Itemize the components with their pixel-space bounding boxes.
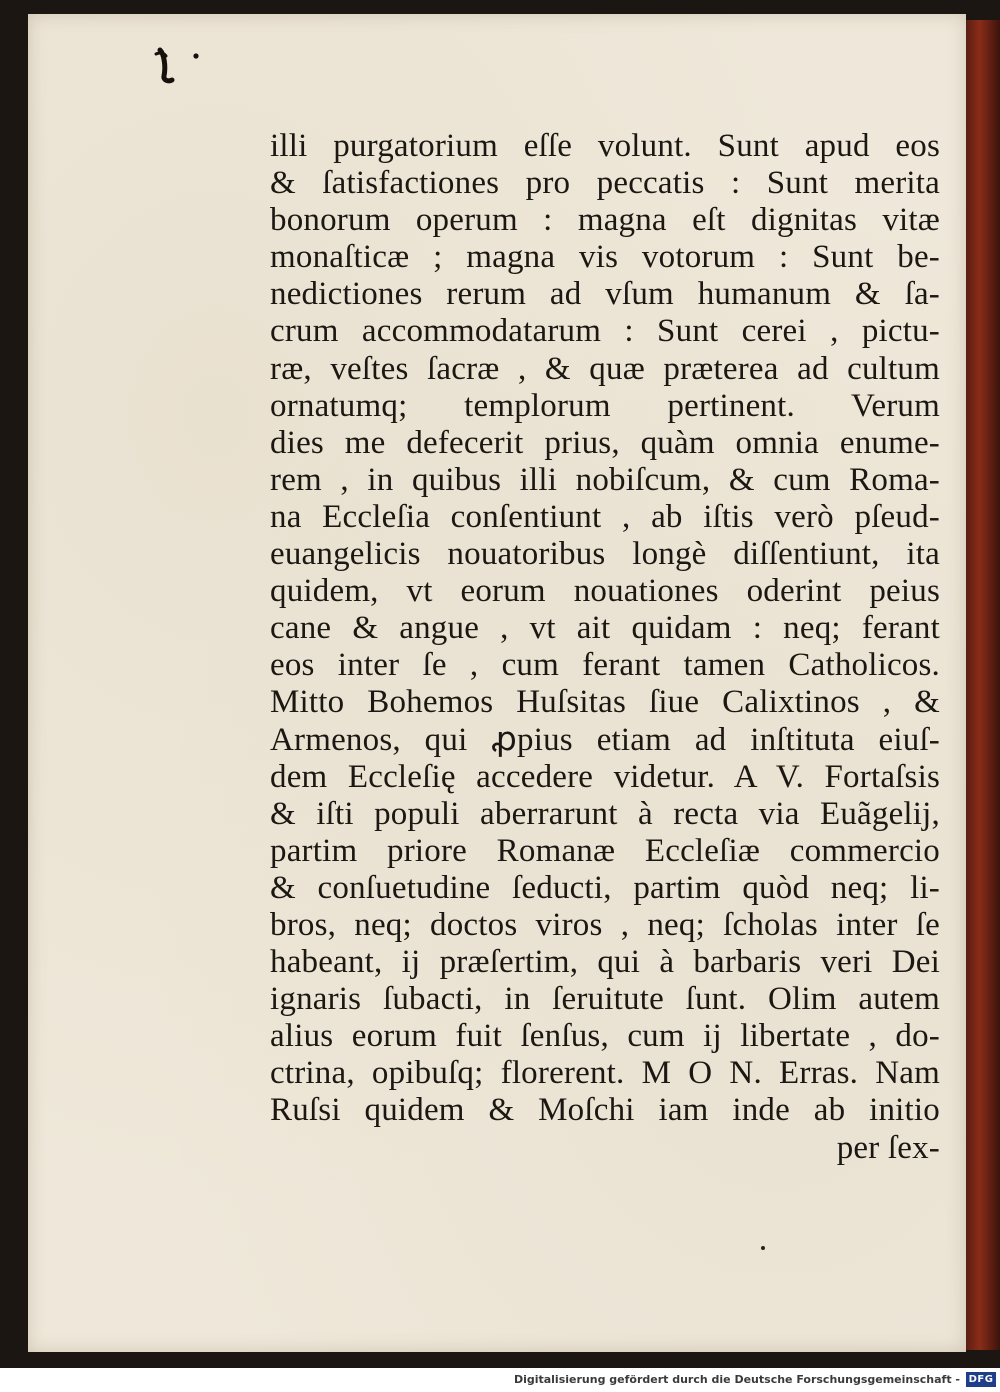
text-line: na Eccleſia conſentiunt , ab iſtis verò pſeud- [270,498,940,535]
catchword: per ſex- [836,1129,940,1166]
latin-text-block [270,128,940,1167]
text-line: cane & angue , vt ait quidam : neq; ferant [270,610,940,647]
dfg-logo[interactable]: DFG [966,1372,996,1387]
text-line: crum accommodatarum : Sunt cerei , pictu- [270,313,940,350]
text-line: dies me defecerit prius, quàm omnia enume- [270,424,940,461]
manuscript-numeral-mark [146,44,206,90]
text-line: monaſticæ ; magna vis votorum : Sunt be- [270,239,940,276]
text-line: euangelicis nouatoribus longè diſſentiunt, ita [270,536,940,573]
text-line: bonorum operum : magna eſt dignitas vitæ [270,202,940,239]
text-line: Mitto Bohemos Huſsitas ſiue Calixtinos , & [270,684,940,721]
book-edge [966,20,1000,1350]
text-line: alius eorum fuit ſenſus, cum ij libertate , do- [270,1018,940,1055]
text-line: & ſatisfactiones pro peccatis : Sunt merita [270,165,940,202]
text-line: illi purgatorium eſſe volunt. Sunt apud eos [270,128,940,164]
text-line: Armenos, qui ꝓpius etiam ad inſtituta eiuſ- [270,721,940,758]
text-line: partim priore Romanæ Eccleſiæ commercio [270,832,940,869]
text-line: Ruſsi quidem & Moſchi iam inde ab initio [270,1092,940,1129]
text-line: quidem, vt eorum nouationes oderint peius [270,573,940,610]
text-line: eos inter ſe , cum ferant tamen Catholicos. [270,647,940,684]
text-line: ornatumq; templorum pertinent. Verum [270,387,940,424]
funding-notice: Digitalisierung gefördert durch die Deutsche Forschungsgemeinschaft - [513,1373,960,1386]
text-line: habeant, ij præſertim, qui à barbaris veri Dei [270,944,940,981]
text-line: nedictiones rerum ad vſum humanum & ſa- [270,276,940,313]
footer-bar [0,1368,1000,1392]
text-line: dem Eccleſię accedere videtur. A V. Fortaſsis [270,758,940,795]
text-line: ctrina, opibuſq; florerent. M O N. Erras. Nam [270,1055,940,1092]
text-line: rem , in quibus illi nobiſcum, & cum Roma- [270,461,940,498]
text-line: & conſuetudine ſeducti, partim quòd neq; li- [270,869,940,906]
text-line: & iſti populi aberrarunt à recta via Euãgelij, [270,795,940,832]
text-line: bros, neq; doctos viros , neq; ſcholas inter ſe [270,906,940,943]
text-line: ignaris ſubacti, in ſeruitute ſunt. Olim autem [270,981,940,1018]
text-line: ræ, veſtes ſacræ , & quæ præterea ad cultum [270,350,940,387]
ink-speck [761,1246,765,1250]
